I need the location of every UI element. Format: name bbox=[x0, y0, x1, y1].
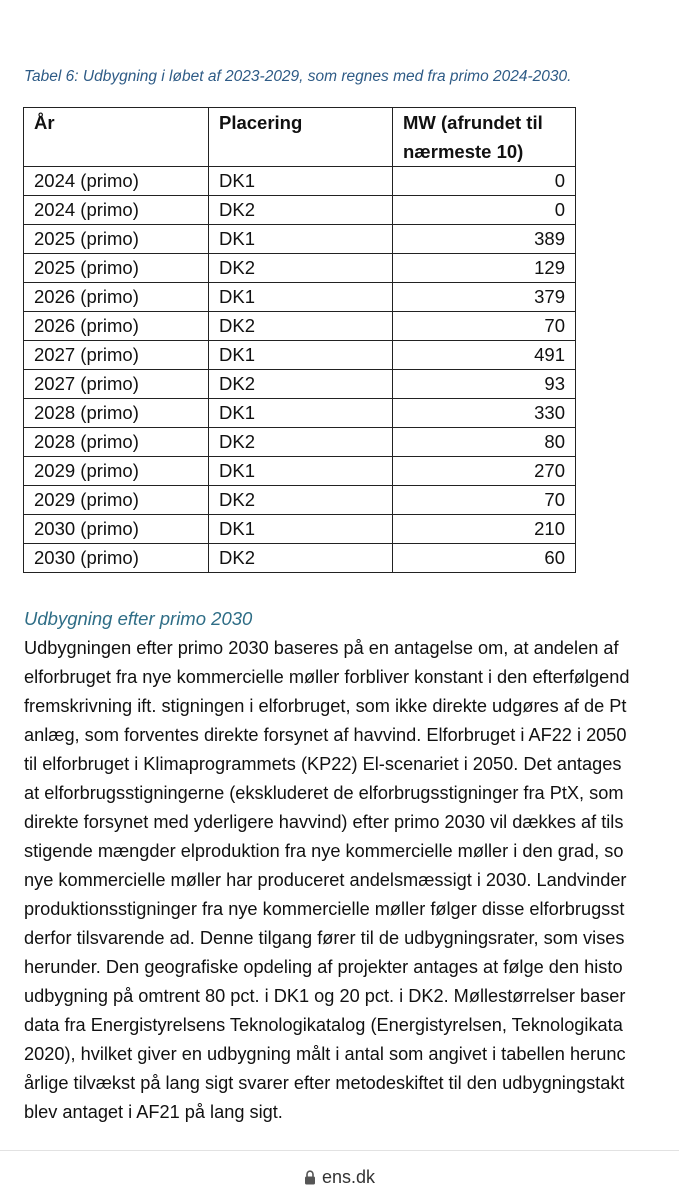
lock-icon bbox=[304, 1169, 316, 1190]
paragraph-line: 2020), hvilket giver en udbygning målt i antal som angivet i tabellen herunc bbox=[24, 1044, 626, 1064]
cell-mw: 60 bbox=[393, 544, 576, 573]
paragraph-line: blev antaget i AF21 på lang sigt. bbox=[24, 1102, 283, 1122]
table-row bbox=[24, 312, 576, 341]
cell-placement: DK1 bbox=[209, 283, 393, 312]
paragraph-line: anlæg, som forventes direkte forsynet af havvind. Elforbruget i AF22 i 2050 bbox=[24, 725, 627, 745]
cell-year: 2030 (primo) bbox=[24, 515, 209, 544]
url-domain: ens.dk bbox=[321, 1167, 376, 1187]
cell-year: 2025 (primo) bbox=[24, 254, 209, 283]
table-body bbox=[24, 167, 576, 573]
table-row bbox=[24, 544, 576, 573]
cell-mw: 270 bbox=[393, 457, 576, 486]
table-row bbox=[24, 457, 576, 486]
cell-placement: DK2 bbox=[209, 370, 393, 399]
cell-placement: DK1 bbox=[209, 225, 393, 254]
cell-placement: DK2 bbox=[209, 312, 393, 341]
cell-placement: DK2 bbox=[209, 428, 393, 457]
header-year: År bbox=[24, 108, 209, 167]
cell-year: 2030 (primo) bbox=[24, 544, 209, 573]
header-mw-line1: MW (afrundet til bbox=[403, 112, 543, 133]
cell-year: 2027 (primo) bbox=[24, 341, 209, 370]
paragraph-line: derfor tilsvarende ad. Denne tilgang fører til de udbygningsrater, som vises bbox=[24, 928, 625, 948]
paragraph-line: direkte forsynet med yderligere havvind) efter primo 2030 vil dækkes af tils bbox=[24, 812, 624, 832]
paragraph-line: til elforbruget i Klimaprogrammets (KP22) El-scenariet i 2050. Det antages bbox=[24, 754, 622, 774]
paragraph-line: elforbruget fra nye kommercielle møller forbliver konstant i den efterfølgend bbox=[24, 667, 630, 687]
table-row bbox=[24, 225, 576, 254]
table-row bbox=[24, 515, 576, 544]
paragraph-line: data fra Energistyrelsens Teknologikatalog (Energistyrelsen, Teknologikata bbox=[24, 1015, 623, 1035]
cell-mw: 330 bbox=[393, 399, 576, 428]
footer-divider bbox=[0, 1150, 679, 1151]
cell-mw: 210 bbox=[393, 515, 576, 544]
table-row bbox=[24, 283, 576, 312]
table-row bbox=[24, 254, 576, 283]
paragraph-line: stigende mængder elproduktion fra nye kommercielle møller i den grad, so bbox=[24, 841, 624, 861]
cell-year: 2028 (primo) bbox=[24, 428, 209, 457]
table-row bbox=[24, 399, 576, 428]
capacity-table bbox=[23, 107, 576, 573]
cell-year: 2026 (primo) bbox=[24, 312, 209, 341]
cell-year: 2024 (primo) bbox=[24, 196, 209, 225]
cell-placement: DK2 bbox=[209, 196, 393, 225]
paragraph-line: at elforbrugsstigningerne (ekskluderet de elforbrugsstigninger fra PtX, som bbox=[24, 783, 624, 803]
cell-placement: DK1 bbox=[209, 399, 393, 428]
cell-placement: DK1 bbox=[209, 515, 393, 544]
cell-placement: DK2 bbox=[209, 486, 393, 515]
cell-placement: DK1 bbox=[209, 457, 393, 486]
url-bar[interactable] bbox=[0, 1167, 679, 1190]
section-body bbox=[24, 634, 679, 1127]
cell-year: 2029 (primo) bbox=[24, 486, 209, 515]
cell-year: 2029 (primo) bbox=[24, 457, 209, 486]
paragraph-line: produktionsstigninger fra nye kommercielle møller følger disse elforbrugsst bbox=[24, 899, 625, 919]
cell-mw: 379 bbox=[393, 283, 576, 312]
cell-mw: 389 bbox=[393, 225, 576, 254]
table-row bbox=[24, 196, 576, 225]
cell-year: 2027 (primo) bbox=[24, 370, 209, 399]
cell-mw: 70 bbox=[393, 312, 576, 341]
cell-placement: DK2 bbox=[209, 254, 393, 283]
cell-mw: 0 bbox=[393, 196, 576, 225]
cell-year: 2026 (primo) bbox=[24, 283, 209, 312]
section-heading: Udbygning efter primo 2030 bbox=[24, 608, 253, 629]
cell-mw: 129 bbox=[393, 254, 576, 283]
cell-mw: 80 bbox=[393, 428, 576, 457]
table-row bbox=[24, 370, 576, 399]
cell-year: 2024 (primo) bbox=[24, 167, 209, 196]
table-caption: Tabel 6: Udbygning i løbet af 2023-2029, som regnes med fra primo 2024-2030. bbox=[24, 68, 572, 85]
cell-mw: 70 bbox=[393, 486, 576, 515]
table-row bbox=[24, 167, 576, 196]
cell-mw: 93 bbox=[393, 370, 576, 399]
cell-placement: DK1 bbox=[209, 167, 393, 196]
paragraph-line: herunder. Den geografiske opdeling af projekter antages at følge den histo bbox=[24, 957, 623, 977]
header-placement: Placering bbox=[209, 108, 393, 167]
cell-mw: 491 bbox=[393, 341, 576, 370]
cell-mw: 0 bbox=[393, 167, 576, 196]
cell-placement: DK2 bbox=[209, 544, 393, 573]
header-mw bbox=[393, 108, 576, 167]
table-header-row bbox=[24, 108, 576, 167]
header-mw-line2: nærmeste 10) bbox=[403, 141, 524, 162]
paragraph-line: Udbygningen efter primo 2030 baseres på en antagelse om, at andelen af bbox=[24, 638, 619, 658]
table-row bbox=[24, 428, 576, 457]
paragraph-line: fremskrivning ift. stigningen i elforbruget, som ikke direkte udgøres af de Pt bbox=[24, 696, 627, 716]
cell-year: 2028 (primo) bbox=[24, 399, 209, 428]
paragraph-line: årlige tilvækst på lang sigt svarer efter metodeskiftet til den udbygningstakt bbox=[24, 1073, 625, 1093]
table-row bbox=[24, 341, 576, 370]
cell-placement: DK1 bbox=[209, 341, 393, 370]
paragraph-line: udbygning på omtrent 80 pct. i DK1 og 20 pct. i DK2. Møllestørrelser baser bbox=[24, 986, 626, 1006]
table-row bbox=[24, 486, 576, 515]
cell-year: 2025 (primo) bbox=[24, 225, 209, 254]
paragraph-line: nye kommercielle møller har produceret andelsmæssigt i 2030. Landvinder bbox=[24, 870, 627, 890]
